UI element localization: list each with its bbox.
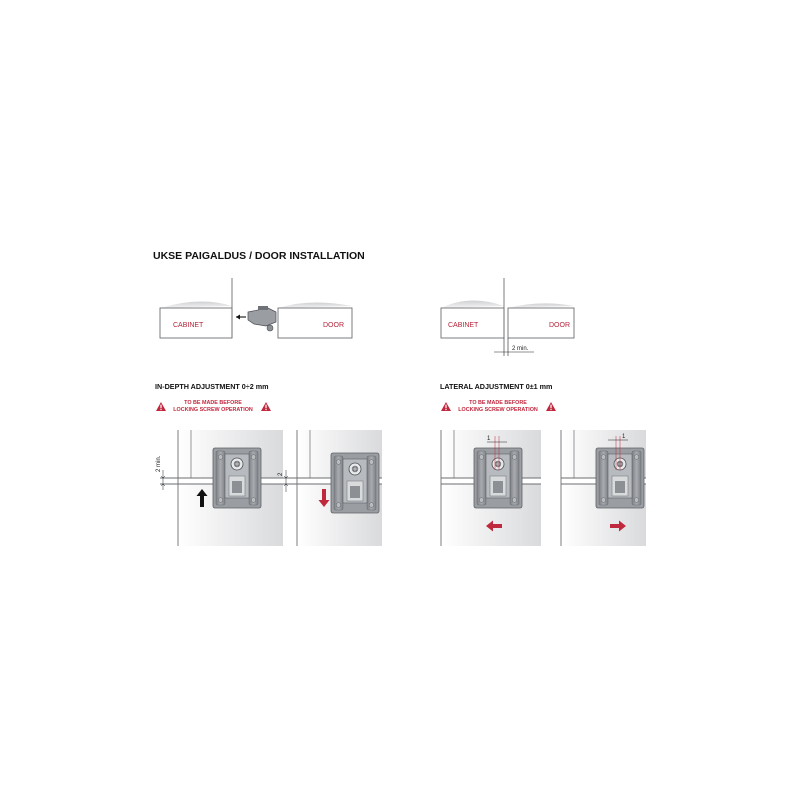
- in-depth-heading: IN-DEPTH ADJUSTMENT 0÷2 mm: [155, 382, 269, 391]
- warning-line-1: TO BE MADE BEFORE: [469, 400, 527, 406]
- warning-triangle-icon: [156, 402, 166, 411]
- warning-line-1: TO BE MADE BEFORE: [184, 400, 242, 406]
- lateral-panel-right: [561, 430, 646, 546]
- cabinet-label: CABINET: [173, 322, 204, 329]
- warning-triangle-icon: [441, 402, 451, 411]
- door-label: DOOR: [549, 322, 570, 329]
- gap-label: 2 min.: [512, 346, 529, 352]
- hinge-plate: [213, 448, 261, 508]
- warning-triangle-icon: [261, 402, 271, 411]
- page-title: UKSE PAIGALDUS / DOOR INSTALLATION: [153, 250, 365, 262]
- cabinet-label: CABINET: [448, 322, 479, 329]
- warning-triangle-icon: [546, 402, 556, 411]
- installation-left: [160, 278, 352, 338]
- gap-right-label: 2: [278, 472, 284, 476]
- hinge-plate: [474, 448, 522, 508]
- gap-left-label: 2 min.: [156, 455, 162, 472]
- warning-line-2: LOCKING SCREW OPERATION: [458, 407, 538, 413]
- hinge-side-view: [248, 308, 276, 326]
- lateral-panel-left: [441, 430, 541, 546]
- warning-line-2: LOCKING SCREW OPERATION: [173, 407, 253, 413]
- dim-right-label: 1: [622, 434, 626, 440]
- lateral-heading: LATERAL ADJUSTMENT 0±1 mm: [440, 382, 553, 391]
- dim-left-label: 1: [487, 436, 491, 442]
- hinge-plate: [331, 453, 379, 513]
- in-depth-panel-down: [278, 430, 382, 546]
- in-depth-panel-up: [156, 430, 283, 546]
- installation-right: [441, 278, 574, 356]
- door-label: DOOR: [323, 322, 344, 329]
